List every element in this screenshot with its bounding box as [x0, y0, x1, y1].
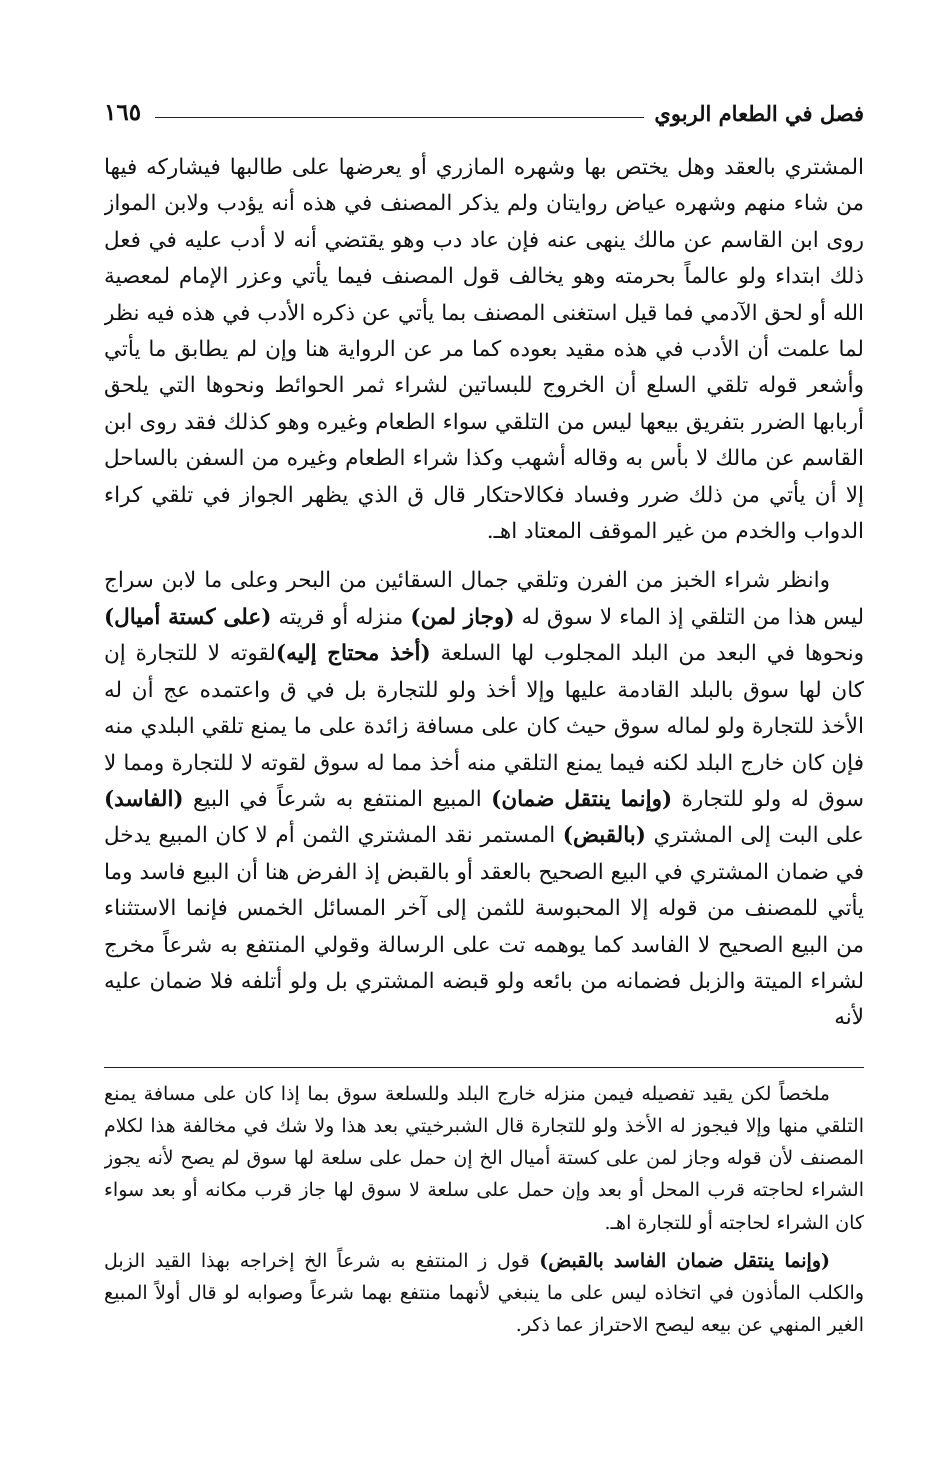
text-run: ونحوها في البعد من البلد المجلوب لها السلعة [430, 641, 864, 667]
text-run: منزله أو قريته [271, 604, 411, 630]
text-run: المستمر نقد المشتري الثمن أم لا كان المبيع يدخل في ضمان المشتري في البيع الصحيح بالعقد أو بالقبض إذ الفرض هنا أن البيع فاسد وما يأتي للمصنف من قوله إلا المحبوسة للثمن إلى آخر المسائل الخمس فإنما الاستثناء من البيع الصحيح لا الفاسد كما يوهمه تت على الرسالة وقولي المنتفع به شرعاً مخرج لشراء الميتة والزبل فضمانه من بائعه ولو قبضه المشتري بل ولو أتلفه فلا ضمان عليه لأنه [104, 823, 864, 1031]
text-run: قول ز المنتفع به شرعاً الخ إخراجه بهذا القيد الزبل والكلب المأذون في اتخاذه ليس على ما ينبغي لأنهما منتفع بهما شرعاً وصوابه لو قال أولاً المبيع الغير المنهي عن بيعه ليصح الاحتراز عما ذكر. [104, 1249, 864, 1337]
page-number: ١٦٥ [104, 99, 142, 126]
matn-quote: (الفاسد) [104, 786, 184, 812]
book-page [104, 82, 864, 1402]
footnote-1: ملخصاً لكن يقيد تفصيله فيمن منزله خارج البلد وللسلعة سوق بما إذا كان على مسافة يمنع التلقي منها وإلا فيجوز له الأخذ ولو للتجارة قال الشبرخيتي بعد هذا ولا شك في مخالفة هذا لكلام المصنف لأن قوله وجاز لمن على كستة أميال الخ إن حمل على سلعة لها سوق لم يصح لأنه يجوز الشراء لحاجته قرب المحل أو بعد وإن حمل على سلعة لا سوق لها جاز قرب مكانه أو بعد سواء كان الشراء لحاجته أو للتجارة اهـ. [104, 1082, 864, 1234]
text-run: على البت إلى المشتري [645, 823, 864, 849]
matn-quote: (أخذ محتاج إليه) [275, 641, 431, 667]
matn-quote: (على كستة أميال) [104, 604, 272, 630]
matn-quote: (بالقبض) [562, 823, 646, 849]
text-run: لقوته لا للتجارة إن كان لها سوق بالبلد القادمة عليها وإلا أخذ ولو للتجارة بل في ق واعتمده عج أن له الأخذ للتجارة ولو لماله سوق حيث كان على مسافة زائدة على ما يمنع تلقي البلدي منه فإن كان خارج البلد لكنه فيما يمنع التلقي منه أخذ مما له سوق لقوته لا للتجارة ومما لا سوق له ولو للتجارة [104, 641, 864, 812]
text-run: وانظر شراء الخبز من الفرن وتلقي جمال السقائين من البحر وعلى ما لابن سراج ليس هذا من التلقي إذ الماء لا سوق له [104, 568, 864, 630]
footnote-quote: (وإنما ينتقل ضمان الفاسد بالقبض) [539, 1249, 830, 1272]
header-rule [155, 117, 644, 118]
chapter-title: فصل في الطعام الربوي [654, 101, 864, 126]
running-header [104, 82, 864, 126]
matn-quote: (وجاز لمن) [410, 604, 515, 630]
matn-quote: (وإنما ينتقل ضمان) [491, 786, 673, 812]
body-paragraph-1: المشتري بالعقد وهل يختص بها وشهره المازري أو يعرضها على طالبها فيشاركه فيها من شاء منهم وشهره عياض روايتان ولم يذكر المصنف في هذه أنه يؤدب ولابن المواز روى ابن القاسم عن مالك ينهى عنه فإن عاد دب وهو يقتضي أنه لا أدب عليه في فعل ذلك ابتداء ولو عالماً بحرمته وهو يخالف قول المصنف فيما يأتي وعزر الإمام لمعصية الله أو لحق الآدمي فما قيل استغنى المصنف بما يأتي عن ذكره الأدب في هذه فيه نظر لما علمت أن الأدب في هذه مقيد بعوده كما مر عن الرواية هنا وإن لم يطابق ما يأتي وأشعر قوله تلقي السلع أن الخروج للبساتين لشراء ثمر الحوائط ونحوها التي يلحق أربابها الضرر بتفريق بيعها ليس من التلقي سواء الطعام وغيره وهو كذلك فقد روى ابن القاسم عن مالك لا بأس به وقاله أشهب وكذا شراء الطعام وغيره من السفن بالساحل إلا أن يأتي من ذلك ضرر وفساد فكالاحتكار قال ق الذي يظهر الجواز في تلقي كراء الدواب والخدم من غير الموقف المعتاد اهـ. [104, 155, 864, 545]
footnote-separator [104, 1067, 864, 1068]
footnote-2 [104, 1245, 864, 1342]
footnotes [104, 1078, 864, 1342]
body-paragraph-2 [104, 563, 864, 1036]
text-run: المبيع المنتفع به شرعاً في البيع [183, 786, 492, 812]
main-text [104, 150, 864, 1037]
